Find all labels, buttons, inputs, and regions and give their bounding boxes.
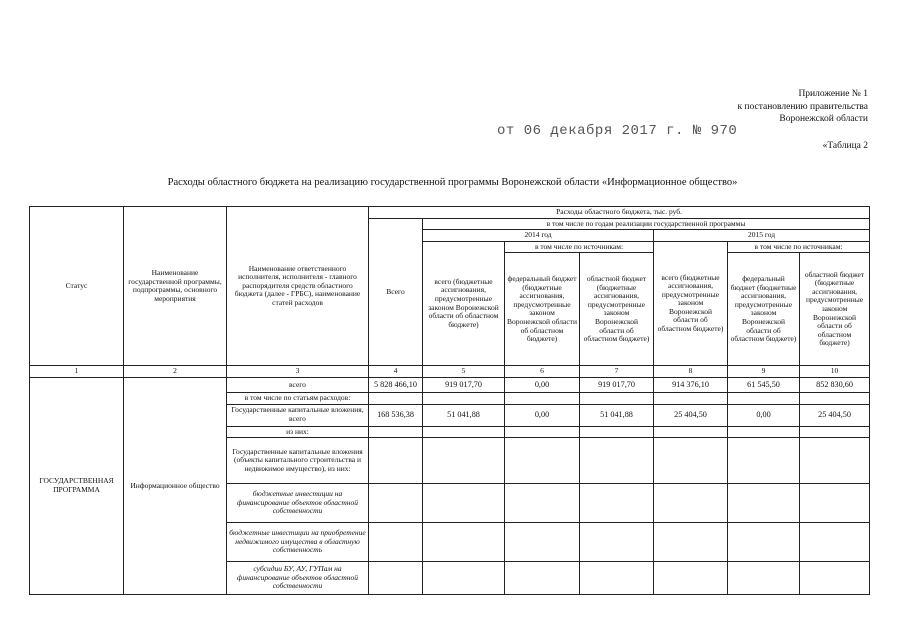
value-cell: 914 376,10 [654,377,728,392]
column-number: 4 [369,366,423,378]
row-status: ГОСУДАРСТВЕННАЯ ПРОГРАММА [30,377,124,594]
column-number: 5 [423,366,505,378]
header-2015-all: всего (бюджетные ассигнования, предусмотренные законом Воронежской области об областном бюджете) [654,241,728,366]
header-status: Статус [30,207,124,366]
value-cell: 25 404,50 [800,404,870,426]
column-number: 10 [800,366,870,378]
header-executor: Наименование ответственного исполнителя, исполнителя - главного распорядителя средств областного бюджета (далее - ГРБС), наименование статей расходов [227,207,369,366]
header-2014-all: всего (бюджетные ассигнования, предусмотренные законом Воронежской области об областном бюджете) [423,241,505,366]
column-number-row [30,366,870,378]
header-year-2015: 2015 год [654,230,870,242]
row-item: бюджетные инвестиции на приобретение недвижимого имущества в областную собственность [227,523,369,562]
header-2014-federal: федеральный бюджет (бюджетные ассигнования, предусмотренные законом Воронежской области об областном бюджете) [505,253,580,366]
header-budget-group: Расходы областного бюджета, тыс. руб. [369,207,870,219]
value-cell: 0,00 [505,404,580,426]
header-2014-regional: областной бюджет (бюджетные ассигнования, предусмотренные законом Воронежской области об областном бюджете) [580,253,654,366]
decree-stamp: от 06 декабря 2017 г. № 970 [497,123,738,139]
header-program: Наименование государственной программы, подпрограммы, основного мероприятия [124,207,227,366]
value-cell: 25 404,50 [654,404,728,426]
column-number: 6 [505,366,580,378]
column-number: 8 [654,366,728,378]
value-cell: 919 017,70 [580,377,654,392]
table-number: «Таблица 2 [822,141,868,151]
row-item: субсидии БУ, АУ, ГУПам на финансирование объектов областной собственности [227,562,369,595]
row-program: Информационное общество [124,377,227,594]
header-2015-federal: федеральный бюджет (бюджетные ассигнования, предусмотренные законом Воронежской области об областном бюджете) [728,253,800,366]
row-item: Государственные капитальные вложения, всего [227,404,369,426]
value-cell: 51 041,88 [580,404,654,426]
row-item: в том числе по статьям расходов: [227,392,369,404]
column-number: 2 [124,366,227,378]
appendix-line: к постановлению правительства [737,101,868,112]
value-cell: 51 041,88 [423,404,505,426]
header-year-2014: 2014 год [423,230,654,242]
table-row [30,377,870,392]
document-title: Расходы областного бюджета на реализацию государственной программы Воронежской области «Информационное общество» [167,177,738,188]
value-cell: 168 536,38 [369,404,423,426]
value-cell: 0,00 [728,404,800,426]
header-2015-regional: областной бюджет (бюджетные ассигнования, предусмотренные законом Воронежской области об областном бюджете) [800,253,870,366]
header-2015-sources: в том числе по источникам: [728,241,870,253]
column-number: 1 [30,366,124,378]
value-cell: 0,00 [505,377,580,392]
value-cell: 61 545,50 [728,377,800,392]
row-item: Государственные капитальные вложения (объекты капитального строительства и недвижимое имущество), из них: [227,438,369,484]
value-cell: 919 017,70 [423,377,505,392]
row-item: всего [227,377,369,392]
header-by-years: в том числе по годам реализации государственной программы [423,218,870,230]
header-2014-sources: в том числе по источникам: [505,241,654,253]
appendix-line: Воронежской области [779,114,868,124]
appendix-line: Приложение № 1 [798,89,868,99]
appendix-caption [737,88,868,126]
value-cell: 5 828 466,10 [369,377,423,392]
budget-table [29,206,870,595]
column-number: 3 [227,366,369,378]
value-cell: 852 830,60 [800,377,870,392]
row-item: из них: [227,426,369,438]
column-number: 7 [580,366,654,378]
row-item: бюджетные инвестиции на финансирование объектов областной собственности [227,484,369,523]
header-total: Всего [369,218,423,366]
column-number: 9 [728,366,800,378]
